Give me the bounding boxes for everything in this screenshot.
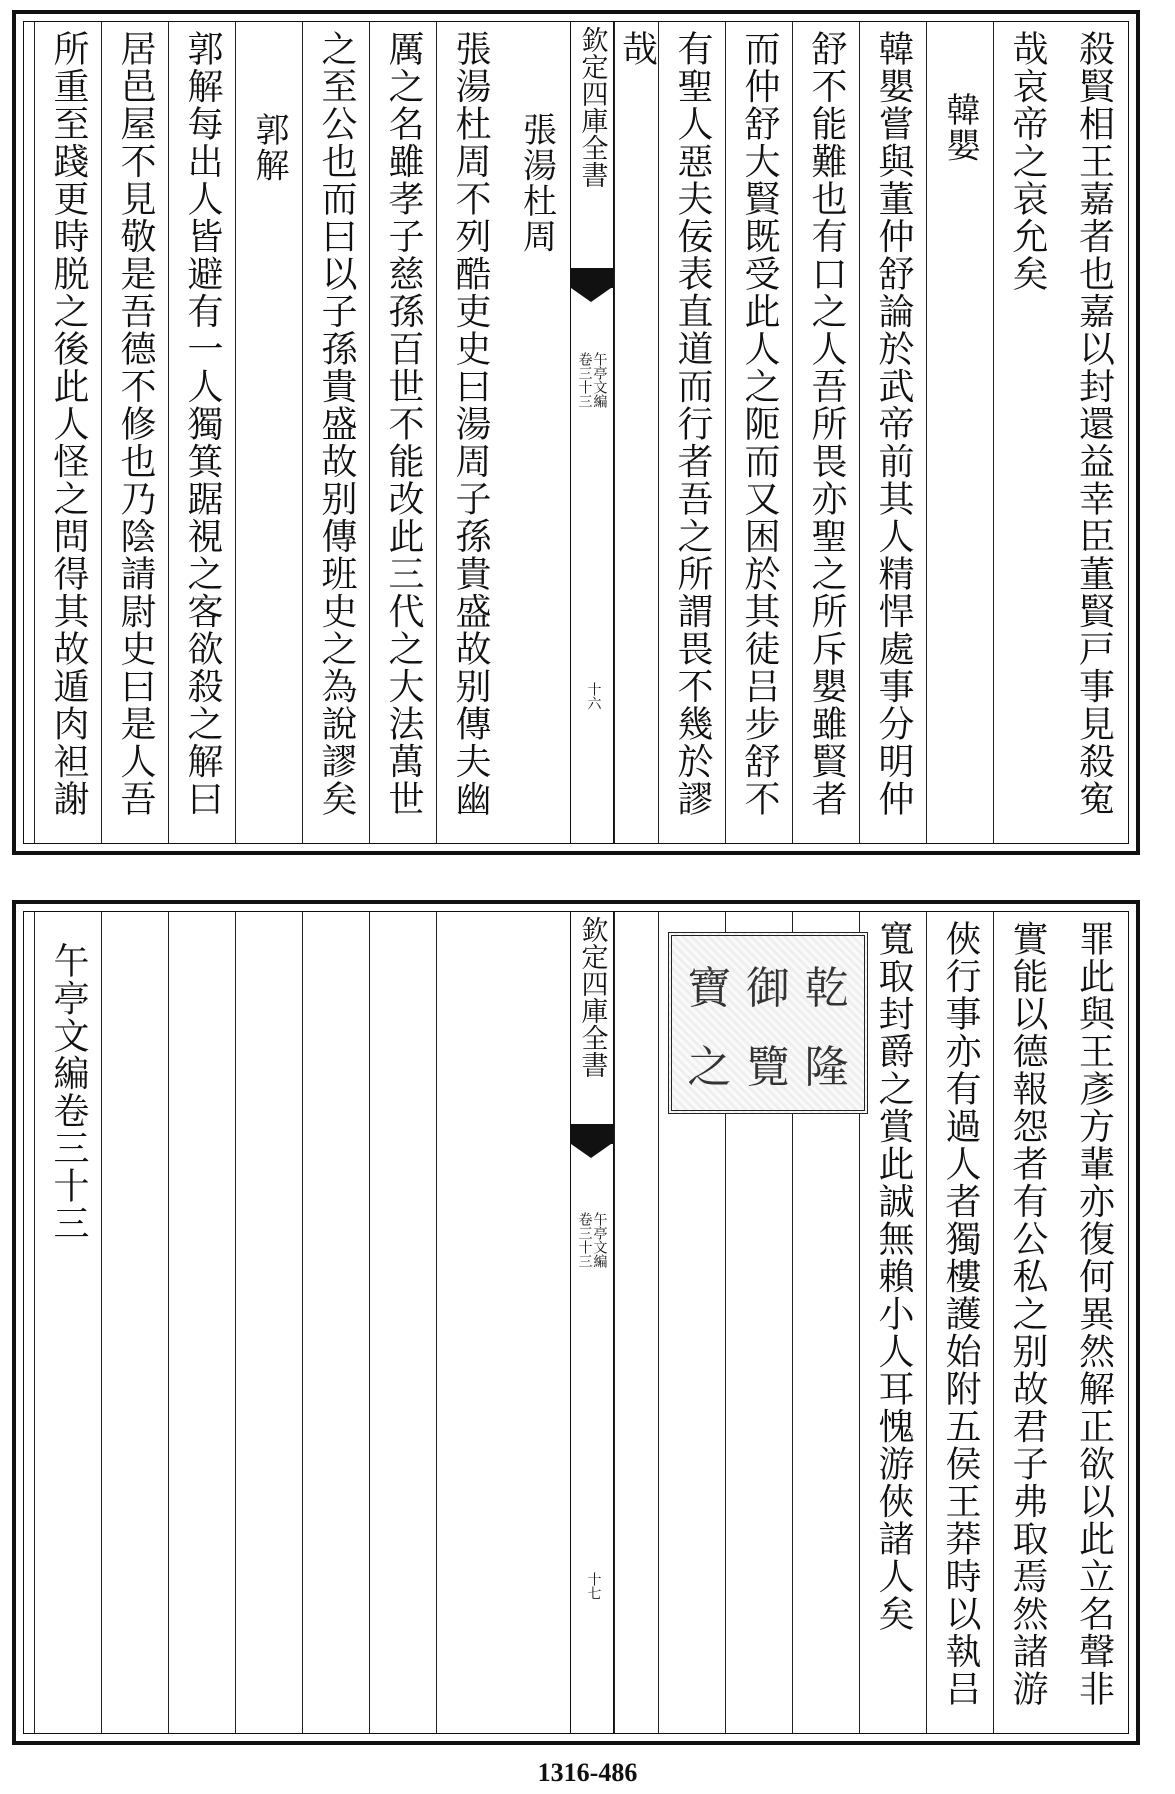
column-text: 郭解每出人皆避有一人獨箕踞視之客欲殺之解曰 [182,30,223,818]
seal-characters [680,944,856,1102]
volume-end-title: 午亭文編卷三十三 [48,942,89,1242]
text-column [993,912,1060,1733]
text-column [436,22,503,843]
text-column [34,22,101,843]
fish-tail-mark [571,1124,613,1144]
text-column [725,22,792,843]
empty-column [614,912,658,1733]
spine-book-title: 午亭文編 [591,352,608,408]
imperial-seal-stamp [668,932,868,1114]
spine-folio-number: 十六 [585,682,602,710]
text-column [658,22,725,843]
text-column [503,22,570,843]
spine-title: 欽定四庫全書 [576,26,608,188]
empty-column [168,912,235,1733]
spine-volume: 卷三十三 [576,1212,593,1268]
empty-column [436,912,503,1733]
seal-character: 之 [687,1041,732,1093]
text-column [302,22,369,843]
column-text: 韓嬰嘗與董仲舒論於武帝前其人精悍處事分明仲 [873,30,914,818]
section-heading: 張湯杜周 [516,112,557,254]
text-column [235,22,302,843]
seal-character: 覽 [745,1041,790,1093]
text-column [1060,22,1127,843]
column-text: 實能以德報怨者有公私之别故君子弗取焉然諸游 [1007,920,1048,1708]
seal-character: 隆 [804,1041,849,1093]
text-column [1060,912,1127,1733]
spine-book-title: 午亭文編 [591,1212,608,1268]
seal-character: 御 [745,962,790,1014]
text-column [926,22,993,843]
text-column [926,912,993,1733]
column-text: 殺賢相王嘉者也嘉以封還益幸臣董賢戸事見殺寃 [1073,30,1115,818]
page-number-footer: 1316-486 [537,1758,638,1787]
text-column [993,22,1060,843]
column-text: 哉 [616,30,658,68]
column-text: 厲之名雖孝子慈孫百世不能改此三代之大法萬世 [383,30,424,818]
spine-column [570,22,614,843]
text-column [792,22,859,843]
section-heading: 郭解 [249,112,289,183]
empty-column [101,912,168,1733]
spine-folio-number: 十七 [585,1572,602,1600]
column-text: 所重至踐更時脱之後此人怪之問得其故遁肉袒謝 [48,30,89,818]
empty-column [503,912,570,1733]
column-text: 寬取封爵之賞此誠無賴小人耳愧游俠諸人矣 [873,920,914,1633]
column-text: 之至公也而曰以子孫貴盛故别傳班史之為說謬矣 [316,30,357,818]
column-text: 張湯杜周不列酷吏史曰湯周子孫貴盛故别傳夫幽 [450,30,491,818]
top-page [12,10,1140,855]
seal-character: 乾 [804,962,849,1014]
column-text: 有聖人惡夫佞表直道而行者吾之所謂畏不幾於謬 [672,30,713,818]
section-heading: 韓嬰 [940,92,980,163]
column-text: 舒不能難也有口之人吾所畏亦聖之所斥嬰雖賢者 [806,30,847,818]
spine-column [570,912,614,1733]
text-column [614,22,658,843]
bottom-page-frame [23,911,1129,1734]
column-text: 而仲舒大賢既受此人之阨而又困於其徒吕步舒不 [739,30,780,818]
spine-volume: 卷三十三 [576,352,593,408]
bottom-page [12,900,1140,1745]
column-text: 俠行事亦有過人者獨樓護始附五侯王莽時以執吕 [940,920,981,1708]
fish-tail-mark [571,268,613,288]
spine-title: 欽定四庫全書 [576,916,608,1078]
text-column [369,22,436,843]
text-column [859,912,926,1733]
column-text: 罪此與王彥方輩亦復何異然解正欲以此立名聲非 [1073,920,1115,1708]
text-column [859,22,926,843]
empty-column [235,912,302,1733]
empty-column [302,912,369,1733]
column-text: 哉哀帝之哀允矣 [1007,30,1048,293]
seal-character: 寶 [687,962,732,1014]
column-text: 居邑屋不見敬是吾德不修也乃陰請尉史曰是人吾 [115,30,156,818]
empty-column [369,912,436,1733]
text-column [101,22,168,843]
text-column [168,22,235,843]
text-column [34,912,101,1733]
top-page-frame [23,21,1129,844]
